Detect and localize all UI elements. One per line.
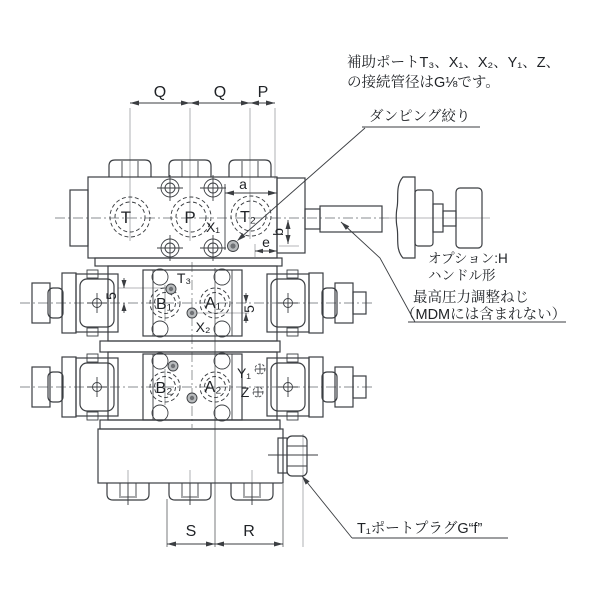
dim-q2: Q — [213, 84, 227, 101]
valve-section-1 — [32, 266, 366, 341]
hex-bolt-bottom-left — [107, 483, 149, 505]
port-label-x2: X₂ — [195, 319, 211, 335]
aux-ports-note-line2: の接続管径はG⅛です。 — [347, 75, 500, 91]
port-label-a2: A₂ — [204, 379, 222, 396]
port-x2-orifice — [187, 308, 197, 318]
dimension-5-right — [241, 293, 257, 323]
dim-r: R — [243, 523, 255, 540]
dim-s: S — [185, 523, 197, 540]
port-label-b2: B₂ — [155, 380, 173, 397]
hex-bolt-bottom-center — [169, 483, 211, 505]
top-valve-block — [70, 160, 382, 261]
section1-body — [108, 266, 277, 341]
adjust-screw-body — [320, 206, 382, 232]
dim-5-right: 5 — [241, 305, 257, 313]
relief-screw-note: （MDMには含まれない） — [401, 307, 567, 323]
dimension-b — [270, 220, 299, 246]
section2-orifice-upper — [168, 361, 178, 371]
dim-b: b — [270, 228, 286, 236]
port-y1 — [237, 364, 265, 381]
handle-body-silhouette — [396, 177, 415, 258]
port-label-x1: X₁ — [205, 219, 221, 235]
option-h-label: オプション:H — [428, 251, 508, 266]
hex-bolt-bottom-right — [231, 483, 273, 505]
dim-a: a — [239, 176, 247, 192]
bottom-block-body — [98, 429, 283, 483]
port-label-y1: Y₁ — [236, 365, 252, 381]
port-z — [241, 384, 263, 400]
valve-section-2 — [32, 352, 366, 421]
port-label-b1: B₁ — [155, 296, 173, 313]
annotations — [347, 54, 566, 537]
port-t3-orifice — [166, 284, 176, 294]
port-label-t2: T₂ — [240, 209, 256, 226]
section2-orifice-lower — [187, 393, 197, 403]
relief-valve-block — [277, 178, 305, 253]
port-label-z: Z — [240, 384, 250, 400]
adjust-screw-collar — [305, 209, 320, 229]
dim-p: P — [257, 84, 269, 101]
port-label-t3: T₃ — [176, 270, 192, 286]
damping-orifice — [228, 241, 239, 252]
dimension-qqp — [130, 84, 275, 106]
bottom-block — [98, 429, 307, 505]
section2-body — [108, 352, 277, 420]
dimension-5-left — [103, 278, 127, 313]
port-label-p: P — [184, 208, 196, 227]
aux-ports-note-line1: 補助ポートT₃、X₁、X₂、Y₁、Z、 — [347, 55, 561, 71]
dim-e: e — [262, 234, 270, 250]
dim-5-left: 5 — [103, 292, 119, 300]
dim-q1: Q — [153, 84, 167, 101]
port-label-t: T — [120, 208, 132, 227]
handle-option-detail — [396, 177, 482, 258]
t1-plug-label: T₁ポートプラグG“f” — [357, 521, 483, 537]
handle-shaft — [443, 211, 456, 226]
handle-type-label: ハンドル形 — [428, 268, 496, 283]
relief-screw-label: 最高圧力調整ねじ — [413, 290, 529, 306]
damping-label: ダンピング絞り — [369, 109, 471, 125]
dimension-sr — [167, 523, 283, 547]
port-label-a1: A₁ — [204, 295, 222, 312]
